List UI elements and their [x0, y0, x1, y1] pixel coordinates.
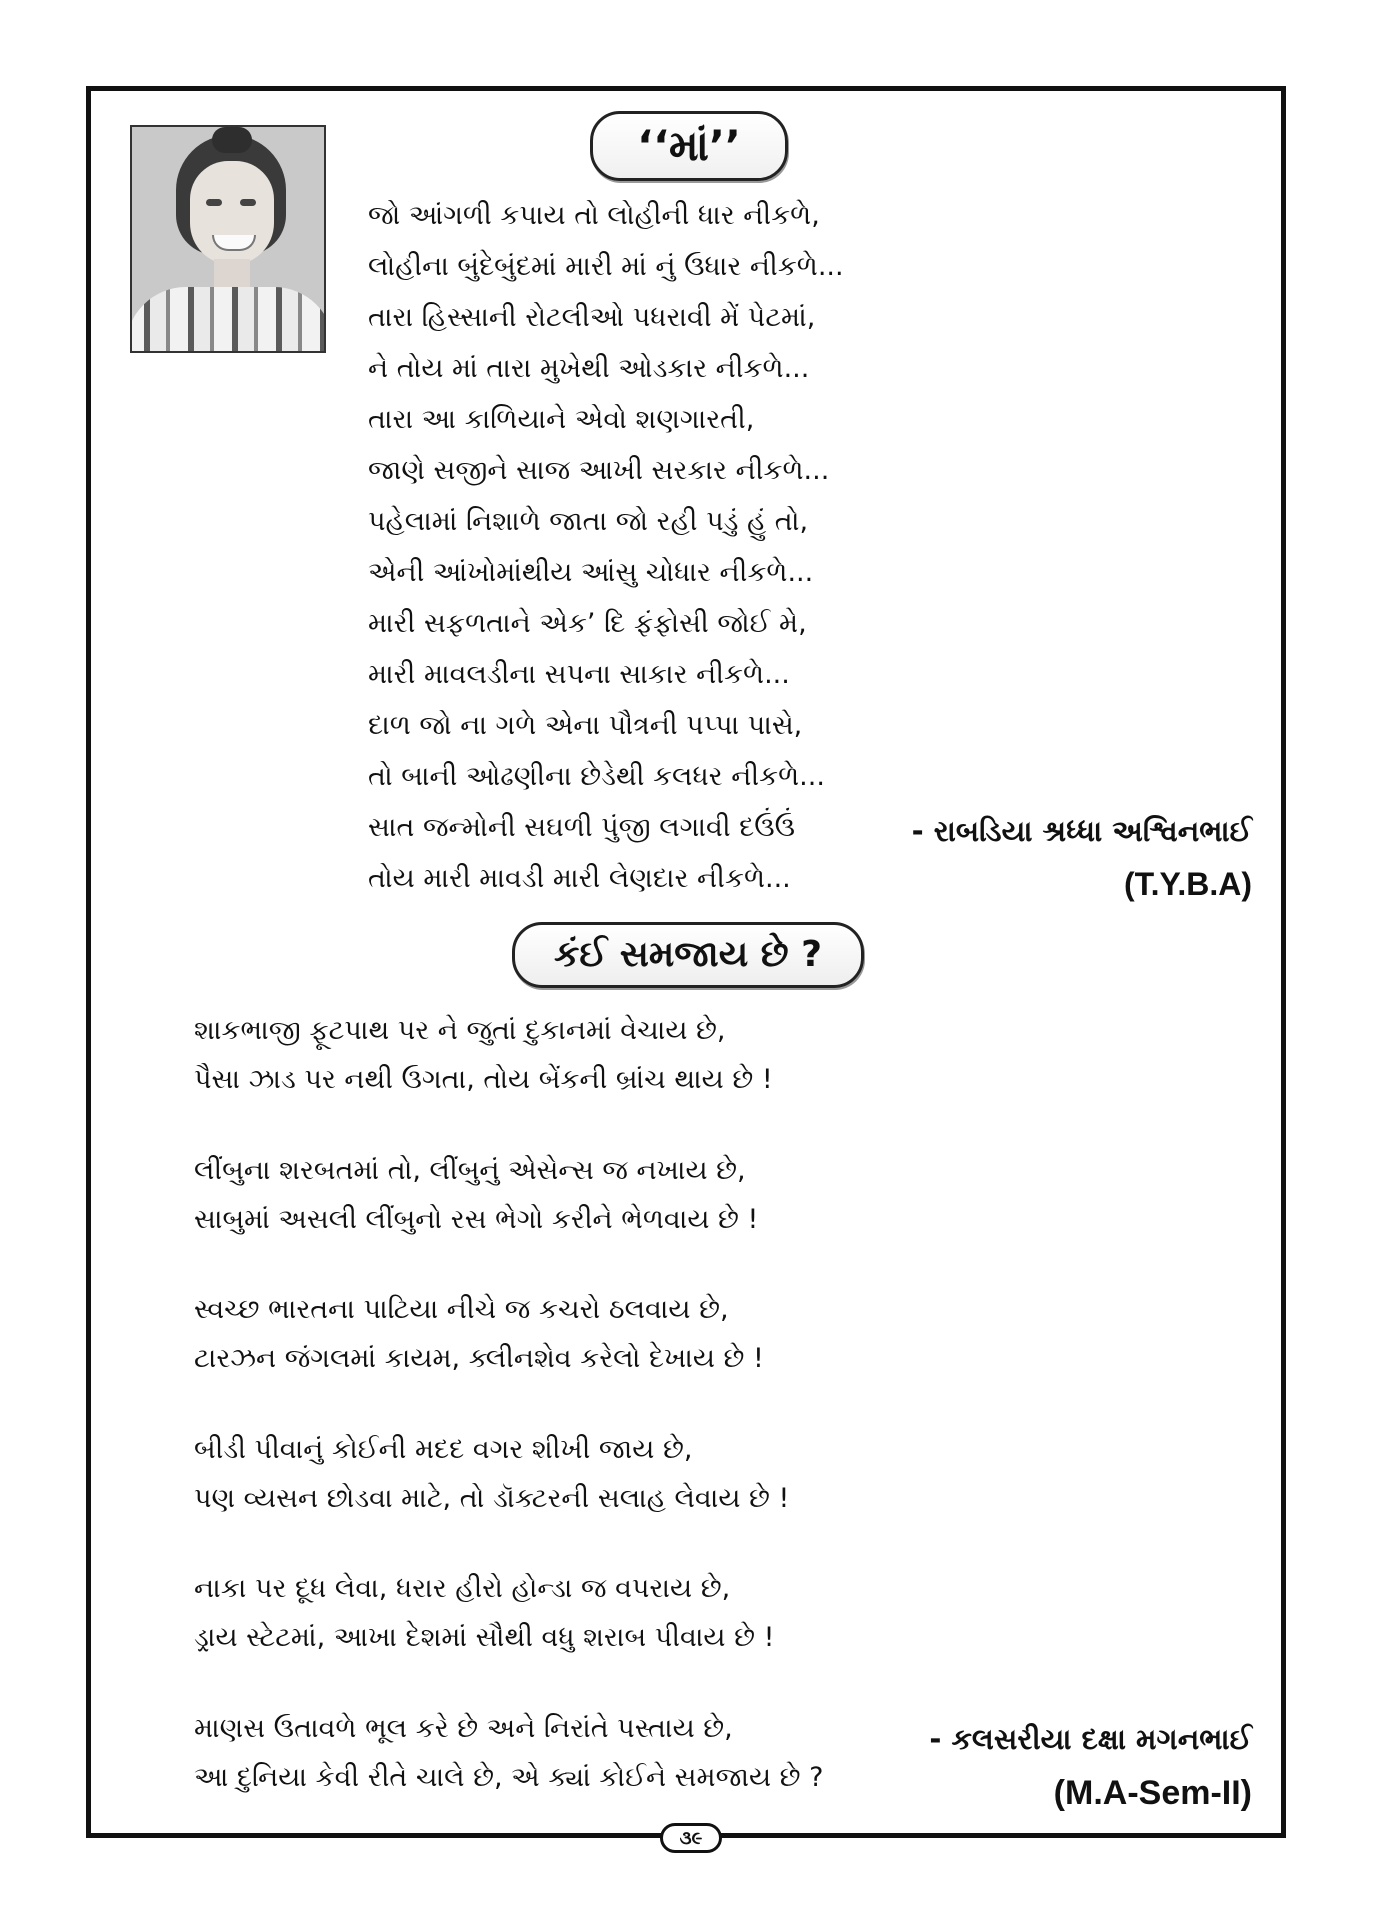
poem-line: સ્વચ્છ ભારતના પાટિયા નીચે જ કચરો ઠલવાય છે, [194, 1294, 729, 1325]
poem1-author-class: (T.Y.B.A) [1124, 866, 1252, 902]
poem-line: દાળ જો ના ગળે એના પૌત્રની પપ્પા પાસે, [368, 710, 803, 741]
stanza [194, 1704, 894, 1802]
poem-line: તો બાની ઓઢણીના છેડેથી કલધર નીકળે... [368, 761, 825, 792]
poem-line: એની આંખોમાંથીય આંસુ ચોધાર નીકળે... [368, 557, 814, 588]
poem-line: બીડી પીવાનું કોઈની મદદ વગર શીખી જાય છે, [194, 1433, 693, 1465]
poem-line: નાકા પર દૂધ લેવા, ધરાર હીરો હોન્ડા જ વપરાય છે, [194, 1573, 731, 1604]
poem-line: સાબુમાં અસલી લીંબુનો રસ ભેગો કરીને ભેળવાય છે ! [194, 1203, 759, 1235]
poem1-title: ‘‘માં’’ [590, 111, 788, 181]
poem-line: લીંબુના શરબતમાં તો, લીંબુનું એસેન્સ જ નખાય છે, [194, 1154, 746, 1186]
poem1-author: - રાબડિયા શ્રધ્ધા અશ્વિનભાઈ [911, 814, 1252, 848]
poem-line: જાણે સજીને સાજ આખી સરકાર નીકળે... [368, 455, 830, 486]
stanza [194, 1564, 894, 1662]
poem2-author: - કલસરીયા દક્ષા મગનભાઈ [929, 1722, 1252, 1756]
poem-line: તારા આ કાળિયાને એવો શણગારતી, [368, 404, 755, 435]
poem-line: સાત જન્મોની સઘળી પુંજી લગાવી દઉંઉં [368, 812, 796, 843]
poem2-author-class: (M.A-Sem-II) [1053, 1774, 1252, 1812]
poem-line: તોય મારી માવડી મારી લેણદાર નીકળે... [368, 863, 791, 894]
poem-line: પણ વ્યસન છોડવા માટે, તો ડૉક્ટરની સલાહ લેવાય છે ! [194, 1482, 790, 1514]
poem-line: મારી સફળતાને એક’ દિ ફંફોસી જોઈ મે, [368, 608, 807, 639]
author-photo [130, 125, 326, 353]
poem-line: શાકભાજી ફૂટપાથ પર ને જુતાં દુકાનમાં વેચાય છે, [194, 1015, 726, 1046]
stanza [194, 1425, 894, 1523]
poem-line: પહેલામાં નિશાળે જાતા જો રહી પડું હું તો, [368, 506, 809, 537]
page-number: ૩૯ [660, 1823, 722, 1853]
poem-line: આ દુનિયા કેવી રીતે ચાલે છે, એ ક્યાં કોઈને સમજાય છે ? [194, 1761, 824, 1793]
poem-line: ટારઝન જંગલમાં કાયમ, ક્લીનશેવ કરેલો દેખાય છે ! [194, 1343, 764, 1374]
poem-line: માણસ ઉતાવળે ભૂલ કરે છે અને નિરાંતે પસ્તાય છે, [194, 1712, 733, 1744]
poem-line: ડ્રાય સ્ટેટમાં, આખા દેશમાં સૌથી વધુ શરાબ પીવાય છે ! [194, 1622, 775, 1653]
stanza [194, 1285, 894, 1383]
poem1-lines [368, 190, 844, 904]
poem-line: પૈસા ઝાડ પર નથી ઉગતા, તોય બેંકની બ્રાંચ થાય છે ! [194, 1064, 773, 1095]
poem-line: તારા હિસ્સાની રોટલીઓ પધરાવી મેં પેટમાં, [368, 302, 816, 333]
poem2-title: કંઈ સમજાય છે ? [512, 922, 864, 988]
poem-line: જો આંગળી કપાય તો લોહીની ધાર નીકળે, [368, 200, 820, 231]
poem2-stanzas [194, 1006, 894, 1843]
poem-line: ને તોય માં તારા મુખેથી ઓડકાર નીકળે... [368, 353, 810, 384]
poem-line: મારી માવલડીના સપના સાકાર નીકળે... [368, 659, 790, 690]
stanza [194, 1006, 894, 1104]
poem-line: લોહીના બુંદેબુંદમાં મારી માં નું ઉધાર નીકળે... [368, 251, 844, 282]
stanza [194, 1146, 894, 1244]
